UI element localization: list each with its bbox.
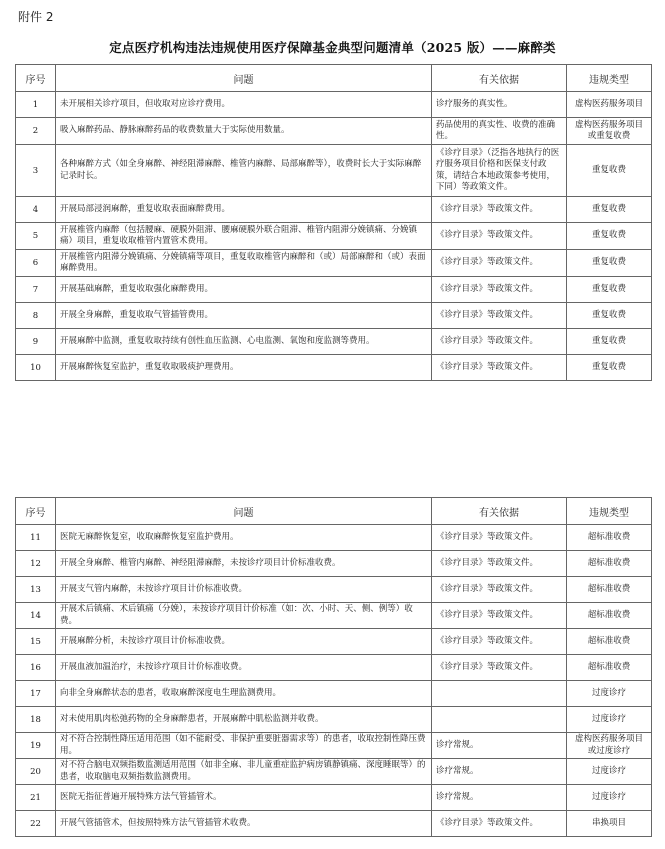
basis-cell: 《诊疗目录》等政策文件。 xyxy=(432,329,567,355)
header-issue: 问题 xyxy=(56,65,432,92)
violation-type-cell: 过度诊疗 xyxy=(567,759,652,785)
issue-cell: 医院无指征普遍开展特殊方法气管插管术。 xyxy=(56,785,432,811)
table-header-row xyxy=(16,65,652,92)
row-number: 22 xyxy=(16,811,56,837)
basis-cell: 《诊疗目录》等政策文件。 xyxy=(432,303,567,329)
row-number: 18 xyxy=(16,707,56,733)
basis-cell: 《诊疗目录》等政策文件。 xyxy=(432,355,567,381)
basis-cell: 诊疗服务的真实性。 xyxy=(432,92,567,118)
table-row xyxy=(16,603,652,629)
issue-cell: 开展麻醉恢复室监护，重复收取吸痰护理费用。 xyxy=(56,355,432,381)
header-type: 违规类型 xyxy=(567,65,652,92)
document-title: 定点医疗机构违法违规使用医疗保障基金典型问题清单（2025 版）——麻醉类 xyxy=(109,40,556,55)
violation-type-cell: 虚构医药服务项目或重复收费 xyxy=(567,118,652,145)
table-row xyxy=(16,733,652,759)
issue-cell: 各种麻醉方式（如全身麻醉、神经阻滞麻醉、椎管内麻醉、局部麻醉等），收费时长大于实际麻醉记录时长。 xyxy=(56,145,432,197)
table-row xyxy=(16,329,652,355)
row-number: 10 xyxy=(16,355,56,381)
violation-type-cell: 重复收费 xyxy=(567,197,652,223)
table-row xyxy=(16,551,652,577)
table-row xyxy=(16,223,652,250)
issue-cell: 对未使用肌肉松弛药物的全身麻醉患者，开展麻醉中肌松监测并收费。 xyxy=(56,707,432,733)
header-no: 序号 xyxy=(16,498,56,525)
row-number: 14 xyxy=(16,603,56,629)
table-row xyxy=(16,759,652,785)
row-number: 7 xyxy=(16,277,56,303)
attachment-label: 附件 2 xyxy=(18,10,54,24)
table-row xyxy=(16,655,652,681)
issue-cell: 开展支气管内麻醉，未按诊疗项目计价标准收费。 xyxy=(56,577,432,603)
row-number: 2 xyxy=(16,118,56,145)
issues-table-1 xyxy=(15,64,652,381)
issues-table-2 xyxy=(15,497,652,837)
header-basis: 有关依据 xyxy=(432,498,567,525)
row-number: 3 xyxy=(16,145,56,197)
issue-cell: 医院无麻醉恢复室，收取麻醉恢复室监护费用。 xyxy=(56,525,432,551)
table-row xyxy=(16,197,652,223)
row-number: 9 xyxy=(16,329,56,355)
basis-cell: 《诊疗目录》等政策文件。 xyxy=(432,655,567,681)
row-number: 11 xyxy=(16,525,56,551)
table-row xyxy=(16,577,652,603)
basis-cell: 药品使用的真实性、收费的准确性。 xyxy=(432,118,567,145)
violation-type-cell: 重复收费 xyxy=(567,223,652,250)
row-number: 6 xyxy=(16,250,56,277)
issue-cell: 开展椎管内麻醉（包括腰麻、硬膜外阻滞、腰麻硬膜外联合阻滞、椎管内阻滞分娩镇痛、分娩镇痛）项目，重复收取椎管内置管术费用。 xyxy=(56,223,432,250)
issue-cell: 开展基础麻醉，重复收取强化麻醉费用。 xyxy=(56,277,432,303)
table-row xyxy=(16,92,652,118)
violation-type-cell: 过度诊疗 xyxy=(567,785,652,811)
issue-cell: 开展血液加温治疗，未按诊疗项目计价标准收费。 xyxy=(56,655,432,681)
basis-cell: 《诊疗目录》等政策文件。 xyxy=(432,277,567,303)
row-number: 13 xyxy=(16,577,56,603)
row-number: 19 xyxy=(16,733,56,759)
issue-cell: 开展椎管内阻滞分娩镇痛、分娩镇痛等项目，重复收取椎管内麻醉和（或）局部麻醉和（或）表面麻醉费用。 xyxy=(56,250,432,277)
header-issue: 问题 xyxy=(56,498,432,525)
table-row xyxy=(16,811,652,837)
basis-cell: 《诊疗目录》（泛指各地执行的医疗服务项目价格和医保支付政策，请结合本地政策参考使用，下同）等政策文件。 xyxy=(432,145,567,197)
table-row xyxy=(16,277,652,303)
basis-cell: 《诊疗目录》等政策文件。 xyxy=(432,525,567,551)
issue-cell: 吸入麻醉药品、静脉麻醉药品的收费数量大于实际使用数量。 xyxy=(56,118,432,145)
row-number: 1 xyxy=(16,92,56,118)
violation-type-cell: 虚构医药服务项目或过度诊疗 xyxy=(567,733,652,759)
violation-type-cell: 过度诊疗 xyxy=(567,681,652,707)
basis-cell xyxy=(432,707,567,733)
issue-cell: 开展麻醉分析，未按诊疗项目计价标准收费。 xyxy=(56,629,432,655)
violation-type-cell: 重复收费 xyxy=(567,303,652,329)
row-number: 12 xyxy=(16,551,56,577)
row-number: 4 xyxy=(16,197,56,223)
row-number: 15 xyxy=(16,629,56,655)
row-number: 21 xyxy=(16,785,56,811)
row-number: 8 xyxy=(16,303,56,329)
issue-cell: 开展术后镇痛、术后镇痛（分娩），未按诊疗项目计价标准（如：次、小时、天、侧、例等）收费。 xyxy=(56,603,432,629)
issue-cell: 开展全身麻醉，重复收取气管插管费用。 xyxy=(56,303,432,329)
basis-cell: 《诊疗目录》等政策文件。 xyxy=(432,577,567,603)
violation-type-cell: 超标准收费 xyxy=(567,577,652,603)
violation-type-cell: 超标准收费 xyxy=(567,655,652,681)
basis-cell: 《诊疗目录》等政策文件。 xyxy=(432,811,567,837)
violation-type-cell: 超标准收费 xyxy=(567,603,652,629)
issue-cell: 对不符合控制性降压适用范围（如不能耐受、非保护重要脏器需求等）的患者，收取控制性降压费用。 xyxy=(56,733,432,759)
table-row xyxy=(16,118,652,145)
violation-type-cell: 超标准收费 xyxy=(567,551,652,577)
violation-type-cell: 重复收费 xyxy=(567,355,652,381)
violation-type-cell: 虚构医药服务项目 xyxy=(567,92,652,118)
basis-cell xyxy=(432,681,567,707)
issue-cell: 对不符合脑电双频指数监测适用范围（如非全麻、非儿童重症监护病房镇静镇痛、深度睡眠等）的患者，收取脑电双频指数监测费用。 xyxy=(56,759,432,785)
table-row xyxy=(16,355,652,381)
table-row xyxy=(16,681,652,707)
basis-cell: 《诊疗目录》等政策文件。 xyxy=(432,223,567,250)
basis-cell: 诊疗常规。 xyxy=(432,759,567,785)
violation-type-cell: 串换项目 xyxy=(567,811,652,837)
basis-cell: 《诊疗目录》等政策文件。 xyxy=(432,197,567,223)
basis-cell: 《诊疗目录》等政策文件。 xyxy=(432,551,567,577)
basis-cell: 诊疗常规。 xyxy=(432,733,567,759)
row-number: 17 xyxy=(16,681,56,707)
violation-type-cell: 超标准收费 xyxy=(567,629,652,655)
issue-cell: 未开展相关诊疗项目，但收取对应诊疗费用。 xyxy=(56,92,432,118)
header-type: 违规类型 xyxy=(567,498,652,525)
basis-cell: 诊疗常规。 xyxy=(432,785,567,811)
violation-type-cell: 重复收费 xyxy=(567,277,652,303)
violation-type-cell: 超标准收费 xyxy=(567,525,652,551)
violation-type-cell: 重复收费 xyxy=(567,329,652,355)
violation-type-cell: 重复收费 xyxy=(567,145,652,197)
issue-cell: 开展气管插管术，但按照特殊方法气管插管术收费。 xyxy=(56,811,432,837)
issue-cell: 开展全身麻醉、椎管内麻醉、神经阻滞麻醉，未按诊疗项目计价标准收费。 xyxy=(56,551,432,577)
issue-cell: 开展局部浸润麻醉，重复收取表面麻醉费用。 xyxy=(56,197,432,223)
header-no: 序号 xyxy=(16,65,56,92)
violation-type-cell: 重复收费 xyxy=(567,250,652,277)
table-row xyxy=(16,145,652,197)
table-row xyxy=(16,785,652,811)
table-row xyxy=(16,525,652,551)
table-row xyxy=(16,629,652,655)
table-row xyxy=(16,707,652,733)
row-number: 16 xyxy=(16,655,56,681)
row-number: 5 xyxy=(16,223,56,250)
basis-cell: 《诊疗目录》等政策文件。 xyxy=(432,629,567,655)
table-header-row xyxy=(16,498,652,525)
table-row xyxy=(16,303,652,329)
issue-cell: 开展麻醉中监测，重复收取持续有创性血压监测、心电监测、氧饱和度监测等费用。 xyxy=(56,329,432,355)
violation-type-cell: 过度诊疗 xyxy=(567,707,652,733)
basis-cell: 《诊疗目录》等政策文件。 xyxy=(432,603,567,629)
issue-cell: 向非全身麻醉状态的患者，收取麻醉深度电生理监测费用。 xyxy=(56,681,432,707)
header-basis: 有关依据 xyxy=(432,65,567,92)
table-row xyxy=(16,250,652,277)
row-number: 20 xyxy=(16,759,56,785)
basis-cell: 《诊疗目录》等政策文件。 xyxy=(432,250,567,277)
